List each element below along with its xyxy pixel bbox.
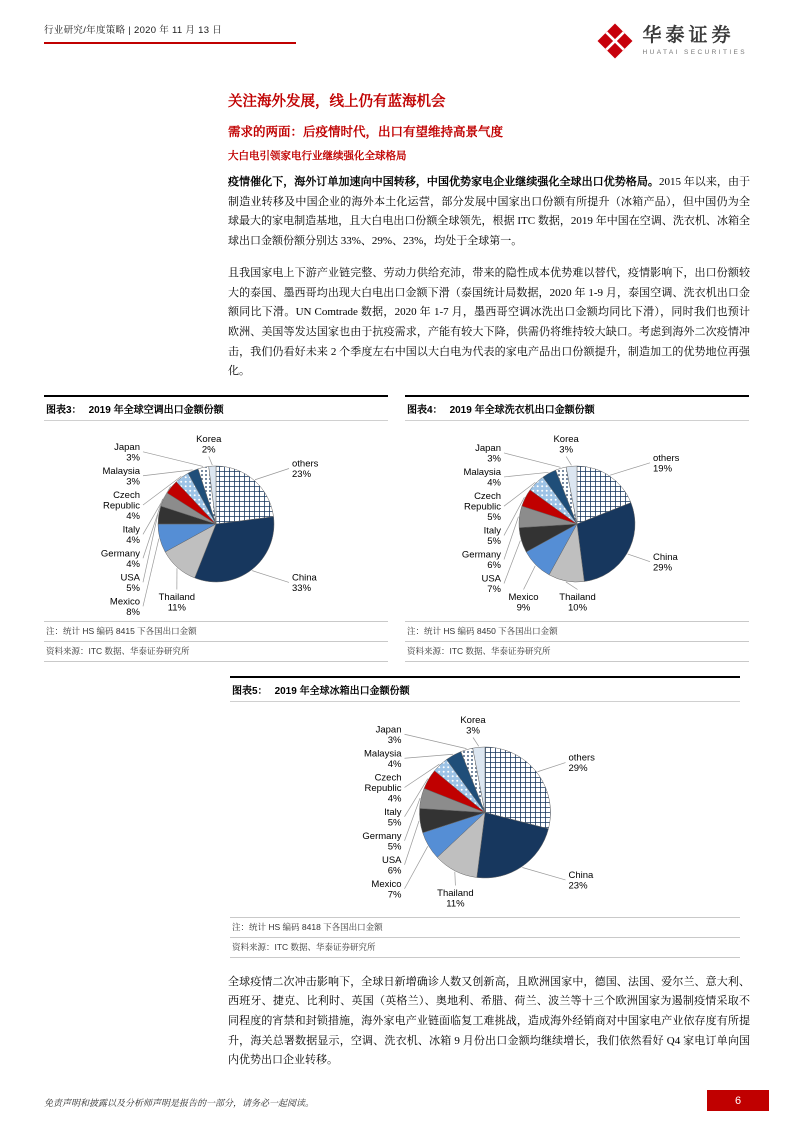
figure-source: 资料来源：ITC 数据、华泰证券研究所 <box>230 937 740 958</box>
figure-number: 图表4： <box>407 404 443 416</box>
footer-disclaimer: 免责声明和披露以及分析师声明是报告的一部分，请务必一起阅读。 <box>44 1098 315 1108</box>
svg-text:Korea2%: Korea 2% <box>196 433 222 456</box>
svg-text:USA6%: USA 6% <box>381 854 402 877</box>
svg-text:Thailand11%: Thailand 11% <box>158 591 196 614</box>
figure-title-text: 2019 年全球空调出口金额份额 <box>88 404 224 416</box>
svg-text:Malaysia3%: Malaysia 3% <box>102 465 140 488</box>
svg-text:China29%: China 29% <box>653 551 678 574</box>
svg-text:Japan3%: Japan 3% <box>114 441 140 464</box>
figure-title-text: 2019 年全球冰箱出口金额份额 <box>274 685 410 697</box>
brand-text <box>643 25 747 56</box>
brand-name-en: HUATAI SECURITIES <box>642 49 747 57</box>
svg-text:USA7%: USA 7% <box>481 573 501 595</box>
pie-chart-washing-machine <box>405 421 749 621</box>
paragraph-1-lead: 疫情催化下，海外订单加速向中国转移，中国优势家电企业继续强化全球出口优势格局。 <box>228 176 659 188</box>
svg-text:CzechRepublic4%: Czech Republic 4% <box>364 772 402 805</box>
paragraph-2: 且我国家电上下游产业链完整、劳动力供给充沛，带来的隐性成本优势难以替代，疫情影响下，出口份额较大的泰国、墨西哥均出现大白电出口金额下滑（泰国统计局数据，2020 年 1-9 月，泰国空调、洗衣机出口金额同比下滑。UN Comtrade 数据，2020 年 1-7 月，墨西哥空调冰洗出口金额均同比下滑），同时我们也预计欧洲、美国等发达国家也由于抗疫需求，产能有较大下降，供需仍将维持较大缺口。考虑到海外二次疫情冲击，我们仍看好未来 2 个季度左右中国以大白电为代表的家电产品出口份额提升，制造加工的优势地位再强化。 <box>228 267 750 378</box>
subsection-title: 需求的两面：后疫情时代，出口有望维持高景气度 <box>228 125 504 139</box>
figure-title-text: 2019 年全球洗衣机出口金额份额 <box>449 404 595 416</box>
svg-text:Korea3%: Korea 3% <box>460 714 486 737</box>
svg-text:Malaysia4%: Malaysia 4% <box>364 748 402 770</box>
svg-text:Japan3%: Japan 3% <box>375 724 402 746</box>
svg-text:Italy5%: Italy 5% <box>483 525 501 547</box>
section-title: 关注海外发展，线上仍有蓝海机会 <box>228 94 446 110</box>
paragraph-1-rest: 2015 年以来，由于制造业转移及中国企业的海外本土化运营，部分发展中国家出口份额有所提升（冰箱产品），但中国仍为全球最大的家电制造基地，且大白电出口份额全球领先，根据 ITC 数据，2019 年中国在空调、洗衣机、冰箱全球出口金额份额分别达 33%、29%、23%，均处于全球第一。 <box>228 176 751 247</box>
figure-washing-machine-exports <box>405 395 749 662</box>
svg-text:Japan3%: Japan 3% <box>475 442 501 465</box>
header-red-divider <box>44 42 296 44</box>
svg-text:Germany5%: Germany 5% <box>362 830 402 853</box>
report-meta-block <box>44 22 296 44</box>
pie-chart-refrigerator <box>230 702 740 917</box>
figure-source: 资料来源：ITC 数据、华泰证券研究所 <box>405 641 749 662</box>
report-meta: 行业研究/年度策略 | 2020 年 11 月 13 日 <box>44 25 223 36</box>
svg-text:Thailand11%: Thailand 11% <box>437 887 474 910</box>
svg-text:others23%: others 23% <box>292 458 319 480</box>
svg-text:others19%: others 19% <box>653 452 680 475</box>
figure-air-conditioner-exports <box>44 395 388 662</box>
svg-text:CzechRepublic5%: Czech Republic 5% <box>464 490 501 523</box>
svg-text:Mexico9%: Mexico 9% <box>508 591 539 614</box>
paragraph-3: 全球疫情二次冲击影响下，全球日新增确诊人数又创新高，且欧洲国家中，德国、法国、爱尔兰、意大利、西班牙、捷克、比利时、英国（英格兰）、奥地利、希腊、荷兰、波兰等十三个欧洲国家为遏制疫情采取不同程度的宵禁和封锁措施，海外家电产业链面临复工难挑战，造成海外经销商对中国家电产业依存度有所提升，海关总署数据显示，空调、洗衣机、冰箱 9 月份出口金额均继续增长，我们依然看好 Q4 家电订单向国内优势出口企业转移。 <box>228 975 750 1067</box>
figure-title <box>44 395 388 421</box>
svg-text:Italy4%: Italy 4% <box>122 524 140 546</box>
subsubsection-title: 大白电引领家电行业继续强化全球格局 <box>228 150 407 162</box>
figure-note: 注：统计 HS 编码 8415 下各国出口金额 <box>44 621 388 641</box>
svg-text:Italy5%: Italy 5% <box>384 806 402 829</box>
page-number-badge: 6 <box>707 1090 769 1111</box>
figure-refrigerator-exports <box>230 676 740 958</box>
page-header <box>44 0 749 60</box>
svg-text:Thailand10%: Thailand 10% <box>559 591 596 614</box>
figure-number: 图表3： <box>46 404 82 416</box>
svg-text:Mexico7%: Mexico 7% <box>371 878 402 901</box>
svg-text:CzechRepublic4%: Czech Republic 4% <box>103 489 140 522</box>
figure-note: 注：统计 HS 编码 8418 下各国出口金额 <box>230 917 740 937</box>
svg-text:China23%: China 23% <box>568 869 594 892</box>
svg-text:others29%: others 29% <box>568 752 595 774</box>
body-column <box>228 90 750 382</box>
figure-source: 资料来源：ITC 数据、华泰证券研究所 <box>44 641 388 662</box>
figure-row <box>44 395 749 662</box>
brand-logo <box>596 22 747 60</box>
svg-text:Malaysia4%: Malaysia 4% <box>463 466 501 489</box>
svg-text:Mexico8%: Mexico 8% <box>109 596 140 618</box>
figure-title <box>405 395 749 421</box>
figure-number: 图表5： <box>232 685 268 697</box>
svg-text:Germany4%: Germany 4% <box>100 548 140 570</box>
paragraph-1 <box>228 173 750 251</box>
body-column-2 <box>228 973 750 1071</box>
figure-title <box>230 676 740 702</box>
svg-text:China33%: China 33% <box>292 572 317 594</box>
brand-name-cn: 华泰证券 <box>642 25 735 47</box>
svg-text:Germany6%: Germany 6% <box>461 549 501 571</box>
svg-text:USA5%: USA 5% <box>120 572 140 594</box>
pie-chart-air-conditioner <box>44 421 388 621</box>
figure-note: 注：统计 HS 编码 8450 下各国出口金额 <box>405 621 749 641</box>
huatai-logo-icon <box>596 22 634 60</box>
svg-text:Korea3%: Korea 3% <box>553 433 579 456</box>
